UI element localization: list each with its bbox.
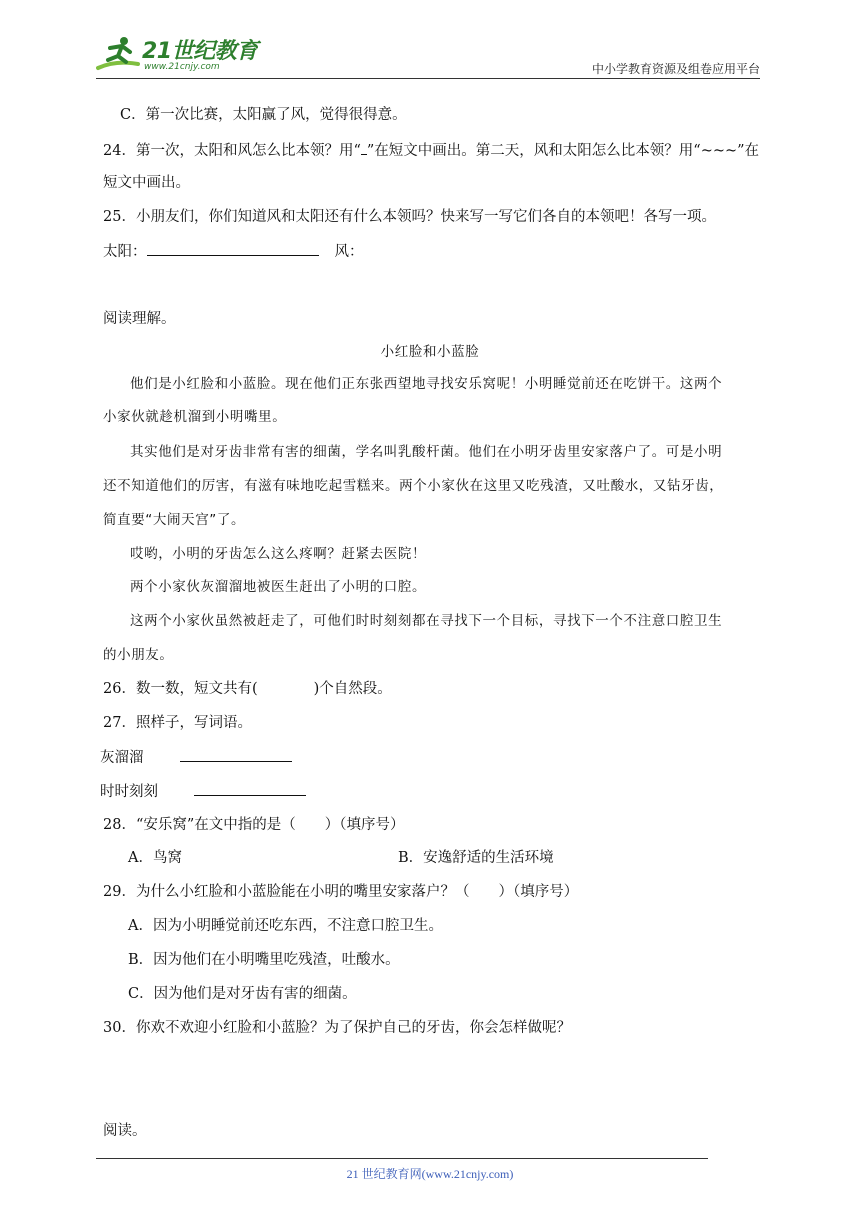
question-24-part1: 24．第一次，太阳和风怎么比本领？用“: [103, 143, 361, 159]
passage-p5-line2: 的小朋友。: [103, 647, 174, 663]
question-24-cont: 短文中画出。: [103, 175, 190, 191]
sun-answer-blank[interactable]: [147, 241, 319, 256]
sun-label: 太阳：: [103, 244, 147, 260]
section-reading-next: 阅读。: [103, 1123, 147, 1139]
page-header: [96, 30, 760, 80]
question-26: [103, 679, 392, 699]
question-28: 28．“安乐窝”在文中指的是（ ）（填序号）: [103, 817, 405, 833]
passage-title: 小红脸和小蓝脸: [380, 344, 480, 360]
question-28-option-b: B．安逸舒适的生活环境: [398, 850, 554, 866]
passage-p1-line1: 他们是小红脸和小蓝脸。现在他们正东张西望地寻找安乐窝呢！小明睡觉前还在吃饼干。这两个: [130, 376, 723, 392]
passage-p3: 哎哟，小明的牙齿怎么这么疼啊？赶紧去医院！: [130, 546, 427, 562]
question-26-part1: 26．数一数，短文共有(: [103, 681, 258, 697]
question-26-part2: )个自然段。: [313, 681, 392, 697]
passage-p2-line1: 其实他们是对牙齿非常有害的细菌，学名叫乳酸杆菌。他们在小明牙齿里安家落户了。可是小明: [130, 444, 723, 460]
word-example-2-label: 时时刻刻: [100, 784, 158, 800]
option-c-line: C．第一次比赛，太阳赢了风，觉得很得意。: [120, 107, 407, 123]
wind-label: 风：: [334, 244, 364, 260]
question-30: 30．你欢不欢迎小红脸和小蓝脸？为了保护自己的牙齿，你会怎样做呢？: [103, 1020, 571, 1036]
passage-p4: 两个小家伙灰溜溜地被医生赶出了小明的口腔。: [130, 579, 427, 595]
question-27: 27．照样子，写词语。: [103, 715, 252, 731]
logo-text: 21世纪教育: [142, 39, 258, 64]
question-29: 29．为什么小红脸和小蓝脸能在小明的嘴里安家落户？（ ）（填序号）: [103, 884, 579, 900]
passage-p2-line2: 还不知道他们的厉害，有滋有味地吃起雪糕来。两个小家伙在这里又吃残渣，又吐酸水，又钻牙齿，: [103, 478, 724, 494]
logo: [96, 34, 266, 76]
passage-p1-line2: 小家伙就趁机溜到小明嘴里。: [103, 409, 287, 425]
word-example-1-label: 灰溜溜: [100, 750, 144, 766]
question-24: [103, 140, 759, 161]
word-example-1: [100, 747, 292, 768]
header-platform-name: 中小学教育资源及组卷应用平台: [591, 62, 760, 76]
section-reading: 阅读理解。: [103, 311, 176, 327]
footer-divider: [96, 1158, 708, 1159]
word-example-2: [100, 781, 306, 802]
question-25: 25．小朋友们，你们知道风和太阳还有什么本领吗？快来写一写它们各自的本领吧！各写一项。: [103, 209, 716, 225]
footer-site[interactable]: 21 世纪教育网(www.21cnjy.com): [346, 1167, 514, 1181]
question-25-answers: [103, 241, 364, 262]
passage-p2-line3: 简直要“大闹天宫”了。: [103, 512, 246, 528]
question-29-option-c: C．因为他们是对牙齿有害的细菌。: [128, 986, 357, 1002]
question-28-option-a: A．鸟窝: [128, 850, 182, 866]
question-29-option-b: B．因为他们在小明嘴里吃残渣，吐酸水。: [128, 952, 400, 968]
runner-logo-icon: [96, 34, 140, 74]
word-blank-2[interactable]: [194, 781, 306, 796]
word-blank-1[interactable]: [180, 747, 292, 762]
logo-url: www.21cnjy.com: [144, 62, 220, 72]
header-divider: [96, 78, 760, 79]
passage-p5-line1: 这两个小家伙虽然被赶走了，可他们时时刻刻都在寻找下一个目标，寻找下一个不注意口腔卫生: [130, 613, 723, 629]
question-24-part2: ”在短文中画出。第二天，风和太阳怎么比本领？用“~~~”在: [366, 143, 760, 159]
question-29-option-a: A．因为小明睡觉前还吃东西，不注意口腔卫生。: [128, 918, 443, 934]
